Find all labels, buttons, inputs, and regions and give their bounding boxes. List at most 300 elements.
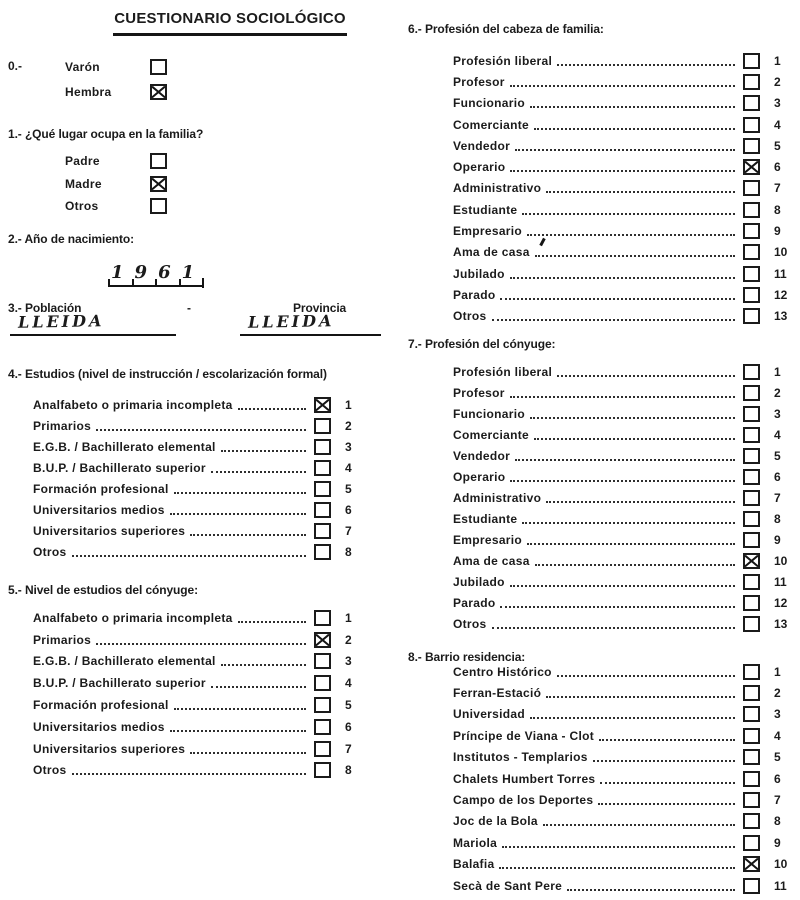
item-label: Otros (65, 199, 99, 214)
item-label: Varón (65, 59, 100, 74)
item-label: Jubilado (453, 266, 505, 281)
item-label: Ama de casa (453, 245, 530, 260)
checklist-item (453, 306, 798, 327)
item-number: 3 (345, 654, 352, 669)
checklist-item (453, 832, 798, 853)
item-number: 3 (774, 96, 781, 111)
checklist-item (33, 716, 369, 738)
item-number: 6 (345, 719, 352, 734)
provincia-value: LLEIDA (247, 311, 335, 332)
checkbox-icon[interactable] (743, 406, 760, 422)
checklist-item (453, 661, 798, 682)
checkbox-icon[interactable] (743, 749, 760, 765)
dotted-leader (72, 555, 306, 557)
item-label: Formación profesional (33, 481, 169, 496)
checkbox-icon[interactable] (743, 448, 760, 464)
checkbox-icon[interactable] (743, 532, 760, 548)
dotted-leader (510, 277, 735, 279)
dotted-leader (543, 824, 735, 826)
item-label: Universitarios medios (33, 502, 165, 517)
checklist-item (453, 747, 798, 768)
item-number: 12 (774, 287, 788, 302)
checkbox-icon[interactable] (314, 523, 331, 539)
item-label: Profesión liberal (453, 53, 553, 68)
dotted-leader (502, 846, 735, 848)
item-number: 5 (774, 138, 781, 153)
checkbox-icon[interactable] (314, 460, 331, 476)
dotted-leader (600, 782, 735, 784)
item-label: E.G.B. / Bachillerato elemental (33, 654, 216, 669)
checkbox-icon[interactable] (314, 502, 331, 518)
dotted-leader (211, 686, 306, 688)
item-number: 5 (774, 750, 781, 765)
item-label: Estudiante (453, 202, 518, 217)
dotted-leader (500, 606, 735, 608)
item-number: 8 (345, 763, 352, 778)
item-label: Profesor (453, 74, 505, 89)
checklist-item (33, 394, 369, 415)
checklist-item (453, 135, 798, 156)
item-label: Institutos - Templarios (453, 750, 588, 765)
item-number: 9 (774, 224, 781, 239)
checkbox-checked-icon[interactable] (314, 397, 331, 413)
item-label: Parado (453, 287, 496, 302)
checklist-item (33, 607, 369, 629)
item-label: B.U.P. / Bachillerato superior (33, 676, 206, 691)
checklist-item (453, 50, 798, 71)
dotted-leader (500, 298, 735, 300)
checklist-item (33, 629, 369, 651)
dotted-leader (535, 564, 735, 566)
item-number: 1 (774, 364, 781, 379)
dotted-leader (492, 627, 735, 629)
checkbox-icon[interactable] (743, 595, 760, 611)
item-number: 8 (774, 202, 781, 217)
item-number: 2 (345, 418, 352, 433)
year-digit: 1 (179, 262, 203, 287)
q7-header: 7.- Profesión del cónyuge: (408, 337, 556, 351)
item-label: Operario (453, 469, 506, 484)
dotted-leader (174, 708, 306, 710)
item-number: 7 (345, 741, 352, 756)
dotted-leader (238, 621, 306, 623)
checkbox-icon[interactable] (743, 223, 760, 239)
checkbox-checked-icon[interactable] (743, 553, 760, 569)
year-digit: 6 (155, 262, 179, 287)
checkbox-icon[interactable] (743, 266, 760, 282)
item-number: 4 (345, 460, 352, 475)
checkbox-icon[interactable] (743, 685, 760, 701)
checkbox-icon[interactable] (743, 664, 760, 680)
item-label: Otros (453, 309, 487, 324)
dotted-leader (534, 128, 735, 130)
checklist-item (65, 195, 167, 218)
checklist-item (453, 529, 798, 550)
checkbox-icon[interactable] (314, 544, 331, 560)
item-number: 7 (345, 523, 352, 538)
item-number: 6 (774, 771, 781, 786)
item-number: 6 (345, 502, 352, 517)
q5-header: 5.- Nivel de estudios del cónyuge: (8, 583, 198, 597)
checklist-item (453, 403, 798, 424)
checklist-item (33, 499, 369, 520)
checkbox-icon[interactable] (314, 762, 331, 778)
checklist-item (33, 672, 369, 694)
checklist-item (453, 284, 798, 305)
item-label: Administrativo (453, 490, 542, 505)
checkbox-icon[interactable] (743, 138, 760, 154)
item-label: B.U.P. / Bachillerato superior (33, 460, 206, 475)
item-label: Jubilado (453, 574, 505, 589)
item-number: 9 (774, 532, 781, 547)
checkbox-icon[interactable] (150, 153, 167, 169)
poblacion-value: LLEIDA (17, 311, 105, 332)
q6-header: 6.- Profesión del cabeza de familia: (408, 22, 604, 36)
checklist-item (33, 738, 369, 760)
item-label: Empresario (453, 532, 523, 547)
item-label: Mariola (453, 835, 498, 850)
dotted-leader (527, 543, 735, 545)
checklist-item (453, 682, 798, 703)
item-number: 7 (774, 181, 781, 196)
item-number: 1 (345, 610, 352, 625)
checkbox-icon[interactable] (314, 741, 331, 757)
checkbox-icon[interactable] (314, 697, 331, 713)
item-label: Otros (33, 763, 67, 778)
checkbox-icon[interactable] (743, 574, 760, 590)
item-label: Operario (453, 160, 506, 175)
checklist-item (453, 178, 798, 199)
dotted-leader (515, 149, 735, 151)
item-number: 1 (774, 664, 781, 679)
item-label: Ferran-Estació (453, 686, 542, 701)
item-label: Analfabeto o primaria incompleta (33, 397, 233, 412)
checklist-item (453, 361, 798, 382)
dotted-leader (174, 492, 306, 494)
q8-checklist (453, 661, 798, 896)
item-number: 3 (774, 406, 781, 421)
checkbox-icon[interactable] (314, 481, 331, 497)
dotted-leader (72, 773, 306, 775)
item-number: 8 (774, 511, 781, 526)
checklist-item (453, 789, 798, 810)
checklist-item (453, 156, 798, 177)
item-number: 5 (345, 481, 352, 496)
item-label: Comerciante (453, 427, 529, 442)
item-number: 10 (774, 553, 788, 568)
checkbox-checked-icon[interactable] (743, 159, 760, 175)
item-number: 1 (774, 53, 781, 68)
checklist-item (65, 79, 167, 104)
item-number: 10 (774, 857, 788, 872)
checklist-item (453, 508, 798, 529)
item-number: 13 (774, 309, 788, 324)
item-number: 9 (774, 835, 781, 850)
dotted-leader (530, 417, 735, 419)
checkbox-icon[interactable] (743, 53, 760, 69)
checkbox-icon[interactable] (743, 180, 760, 196)
dotted-leader (567, 889, 735, 891)
q3-header-poblacion: 3.- Población (8, 301, 82, 315)
item-label: Estudiante (453, 511, 518, 526)
checkbox-icon[interactable] (743, 364, 760, 380)
q8-header: 8.- Barrio residencia: (408, 650, 526, 664)
item-number: 6 (774, 469, 781, 484)
dotted-leader (510, 396, 735, 398)
checkbox-icon[interactable] (743, 308, 760, 324)
q0-options (65, 54, 167, 104)
dotted-leader (170, 730, 306, 732)
checkbox-icon[interactable] (314, 418, 331, 434)
item-number: 7 (774, 490, 781, 505)
checklist-item (33, 541, 369, 562)
checklist-item (453, 199, 798, 220)
item-number: 11 (774, 266, 787, 281)
checkbox-icon[interactable] (314, 439, 331, 455)
item-label: Joc de la Bola (453, 814, 538, 829)
item-number: 2 (345, 632, 352, 647)
q7-checklist (453, 361, 798, 634)
item-number: 8 (774, 814, 781, 829)
checklist-item (453, 263, 798, 284)
checkbox-icon[interactable] (743, 117, 760, 133)
checkbox-icon[interactable] (743, 511, 760, 527)
item-label: Vendedor (453, 138, 511, 153)
checklist-item (453, 592, 798, 613)
birth-year-field[interactable] (108, 262, 204, 287)
item-label: Primarios (33, 418, 92, 433)
item-label: Universitarios superiores (33, 741, 186, 756)
checklist-item (453, 242, 798, 263)
dotted-leader (492, 319, 735, 321)
item-label: Formación profesional (33, 698, 169, 713)
checklist-item (453, 571, 798, 592)
checkbox-icon[interactable] (743, 728, 760, 744)
dotted-leader (170, 513, 306, 515)
checkbox-checked-icon[interactable] (314, 632, 331, 648)
item-label: Universitarios medios (33, 719, 165, 734)
dotted-leader (238, 408, 306, 410)
item-label: Funcionario (453, 96, 525, 111)
checklist-item (33, 760, 369, 782)
provincia-field[interactable] (240, 312, 381, 336)
item-number: 2 (774, 686, 781, 701)
dotted-leader (534, 438, 735, 440)
dotted-leader (211, 471, 306, 473)
item-label: Padre (65, 154, 100, 169)
item-label: Profesor (453, 385, 505, 400)
item-number: 6 (774, 160, 781, 175)
q4-header: 4.- Estudios (nivel de instrucción / escolarización formal) (8, 367, 327, 381)
checkbox-icon[interactable] (150, 198, 167, 214)
item-label: Administrativo (453, 181, 542, 196)
dotted-leader (510, 170, 735, 172)
checklist-item (453, 445, 798, 466)
dotted-leader (221, 664, 306, 666)
q3-separator: - (187, 301, 191, 315)
item-label: Parado (453, 595, 496, 610)
poblacion-field[interactable] (10, 312, 176, 336)
q2-header: 2.- Año de nacimiento: (8, 232, 135, 246)
checklist-item (65, 173, 167, 196)
dotted-leader (527, 234, 735, 236)
checklist-item (453, 71, 798, 92)
checklist-item (453, 704, 798, 725)
checklist-item (453, 550, 798, 571)
dotted-leader (593, 760, 735, 762)
item-number: 4 (774, 728, 781, 743)
checkbox-icon[interactable] (150, 59, 167, 75)
dotted-leader (510, 85, 735, 87)
checklist-item (33, 457, 369, 478)
item-number: 4 (345, 676, 352, 691)
item-label: Empresario (453, 224, 523, 239)
item-label: Comerciante (453, 117, 529, 132)
checkbox-icon[interactable] (743, 490, 760, 506)
item-label: Otros (33, 544, 67, 559)
item-label: Funcionario (453, 406, 525, 421)
checklist-item (453, 725, 798, 746)
item-label: Vendedor (453, 448, 511, 463)
checklist-item (33, 436, 369, 457)
checkbox-icon[interactable] (743, 813, 760, 829)
dotted-leader (557, 375, 735, 377)
checkbox-icon[interactable] (743, 287, 760, 303)
dotted-leader (522, 522, 735, 524)
item-number: 12 (774, 595, 788, 610)
checkbox-icon[interactable] (743, 771, 760, 787)
checklist-item (453, 487, 798, 508)
checkbox-icon[interactable] (743, 74, 760, 90)
checkbox-icon[interactable] (743, 385, 760, 401)
checkbox-icon[interactable] (314, 610, 331, 626)
dotted-leader (546, 191, 735, 193)
checkbox-checked-icon[interactable] (150, 176, 167, 192)
checklist-item (33, 415, 369, 436)
checklist-item (453, 114, 798, 135)
item-label: Hembra (65, 84, 112, 99)
dotted-leader (557, 64, 735, 66)
q4-checklist (33, 394, 369, 562)
checklist-item (453, 768, 798, 789)
checkbox-icon[interactable] (743, 244, 760, 260)
dotted-leader (190, 752, 306, 754)
checkbox-icon[interactable] (743, 706, 760, 722)
q5-checklist (33, 607, 369, 781)
checkbox-checked-icon[interactable] (743, 856, 760, 872)
checkbox-icon[interactable] (314, 675, 331, 691)
item-label: Centro Histórico (453, 664, 552, 679)
item-label: Universitarios superiores (33, 523, 186, 538)
checkbox-icon[interactable] (743, 427, 760, 443)
item-label: Universidad (453, 707, 525, 722)
checklist-item (65, 150, 167, 173)
dotted-leader (515, 459, 735, 461)
checklist-item (33, 651, 369, 673)
checkbox-icon[interactable] (314, 653, 331, 669)
dotted-leader (510, 585, 735, 587)
checkbox-icon[interactable] (743, 792, 760, 808)
q1-options (65, 150, 167, 218)
checkbox-icon[interactable] (743, 95, 760, 111)
checkbox-icon[interactable] (314, 719, 331, 735)
item-number: 11 (774, 878, 787, 893)
dotted-leader (535, 255, 735, 257)
dotted-leader (530, 717, 735, 719)
item-number: 3 (345, 439, 352, 454)
dotted-leader (598, 803, 735, 805)
checkbox-icon[interactable] (743, 616, 760, 632)
dotted-leader (499, 867, 735, 869)
item-number: 5 (345, 698, 352, 713)
dotted-leader (546, 501, 735, 503)
item-label: Madre (65, 176, 102, 191)
checklist-item (453, 875, 798, 896)
dotted-leader (96, 643, 306, 645)
checklist-item (33, 478, 369, 499)
item-number: 11 (774, 574, 787, 589)
year-digit: 9 (132, 262, 156, 287)
checkbox-icon[interactable] (743, 202, 760, 218)
year-digit: 1 (108, 262, 132, 287)
checklist-item (453, 424, 798, 445)
item-number: 1 (345, 397, 352, 412)
item-number: 5 (774, 448, 781, 463)
item-label: Secà de Sant Pere (453, 878, 563, 893)
dotted-leader (190, 534, 306, 536)
dotted-leader (522, 213, 735, 215)
q0-number: 0.- (8, 59, 23, 73)
item-label: Balafia (453, 857, 495, 872)
item-number: 10 (774, 245, 788, 260)
dotted-leader (510, 480, 735, 482)
item-label: Chalets Humbert Torres (453, 771, 596, 786)
item-number: 4 (774, 117, 781, 132)
checkbox-icon[interactable] (743, 835, 760, 851)
checkbox-checked-icon[interactable] (150, 84, 167, 100)
item-label: Profesión liberal (453, 364, 553, 379)
item-label: Otros (453, 616, 487, 631)
page-title: CUESTIONARIO SOCIOLÓGICO (113, 10, 347, 36)
q3-header-provincia: Provincia (293, 301, 347, 315)
item-label: Ama de casa (453, 553, 530, 568)
item-label: Analfabeto o primaria incompleta (33, 610, 233, 625)
checklist-item (453, 382, 798, 403)
checklist-item (33, 520, 369, 541)
checklist-item (453, 854, 798, 875)
checkbox-icon[interactable] (743, 878, 760, 894)
checklist-item (453, 613, 798, 634)
q1-header: 1.- ¿Qué lugar ocupa en la familia? (8, 127, 204, 141)
checklist-item (453, 93, 798, 114)
checklist-item (33, 694, 369, 716)
dotted-leader (599, 739, 735, 741)
item-number: 2 (774, 385, 781, 400)
checklist-item (65, 54, 167, 79)
item-label: E.G.B. / Bachillerato elemental (33, 439, 216, 454)
dotted-leader (557, 675, 735, 677)
item-label: Primarios (33, 632, 92, 647)
item-number: 3 (774, 707, 781, 722)
dotted-leader (96, 429, 306, 431)
item-label: Campo de los Deportes (453, 793, 594, 808)
q6-checklist (453, 50, 798, 327)
checklist-item (453, 811, 798, 832)
checkbox-icon[interactable] (743, 469, 760, 485)
checklist-item (453, 220, 798, 241)
item-number: 4 (774, 427, 781, 442)
item-number: 8 (345, 544, 352, 559)
